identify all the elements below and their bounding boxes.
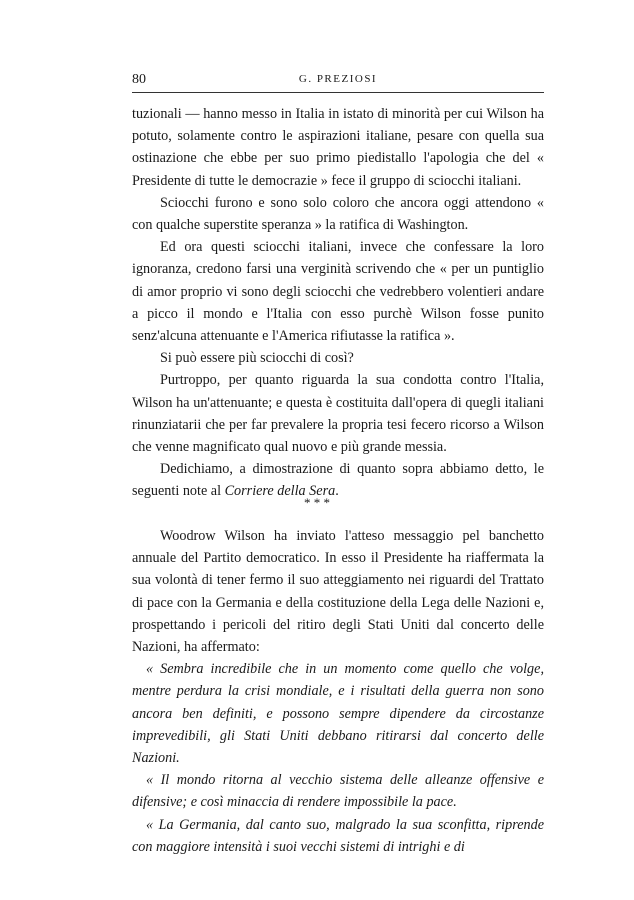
section-separator: * * *: [304, 495, 330, 510]
paragraph-end: .: [335, 483, 339, 500]
paragraph: Sciocchi furono e sono solo coloro che ancora oggi attendono « con qualche superstite speranza » la ratifica di Washington.: [132, 194, 544, 234]
quotation: « Il mondo ritorna al vecchio sistema delle alleanze offensive e difensive; e così minaccia di rendere impossibile la pace.: [132, 772, 544, 811]
paragraph: Si può essere più sciocchi di così?: [160, 350, 354, 367]
paragraph: tuzionali — hanno messo in Italia in istato di minorità per cui Wilson ha potuto, solamente contro le aspirazioni italiane, pesare con quella sua ostinazione che ebbe per suo primo piedistallo l'apologia che del « Presidente di tutte le democrazie » fece il gruppo di sciocchi italiani.: [132, 106, 544, 189]
body-text-bottom: [132, 525, 544, 858]
paragraph-text: Dedichiamo, a dimostrazione di quanto sopra abbiamo detto, le seguenti note al: [132, 461, 544, 500]
body-text-top: [132, 103, 544, 503]
page-number: 80: [132, 72, 146, 87]
page-header: [132, 72, 544, 92]
paragraph: Woodrow Wilson ha inviato l'atteso messaggio pel banchetto annuale del Partito democratico. In esso il Presidente ha riaffermata la sua volontà di tener fermo il suo atteggiamento nei riguardi del Trattato di pace con la Germania e della costituzione della Lega delle Nazioni e, prospettando i pericoli del ritiro degli Stati Uniti dal concerto delle Nazioni, ha affermato:: [132, 528, 544, 656]
newspaper-title: Corriere della Sera: [224, 483, 336, 500]
paragraph: Ed ora questi sciocchi italiani, invece che confessare la loro ignoranza, credono farsi una verginità scrivendo che « per un puntiglio di amor proprio vi sono degli sciocchi che vedrebbero volentieri andare a picco il mondo e l'Italia con esso purchè Wilson fosse punito senz'alcuna attenuante e l'America rifiutasse la ratifica ».: [132, 239, 544, 345]
running-title: G. PREZIOSI: [298, 73, 378, 85]
paragraph: Purtroppo, per quanto riguarda la sua condotta contro l'Italia, Wilson ha un'attenuante; e questa è costituita dall'opera di quegli italiani rinunziatarii che per far prevalere la propria tesi fecero ricorso a Wilson che venne magnificato qual nuovo e più grande messia.: [132, 372, 544, 456]
quotation: « Sembra incredibile che in un momento come quello che volge, mentre perdura la crisi mondiale, e i risultati della guerra non sono ancora ben definiti, e possono sempre dipendere da circostanze imprevedibili, gli Stati Uniti debbano ritirarsi dal concerto delle Nazioni.: [132, 661, 544, 767]
header-rule: [132, 92, 544, 93]
paragraph: [132, 458, 544, 502]
quotation: « La Germania, dal canto suo, malgrado la sua sconfitta, riprende con maggiore intensità i suoi vecchi sistemi di intrighi e di: [132, 816, 544, 855]
